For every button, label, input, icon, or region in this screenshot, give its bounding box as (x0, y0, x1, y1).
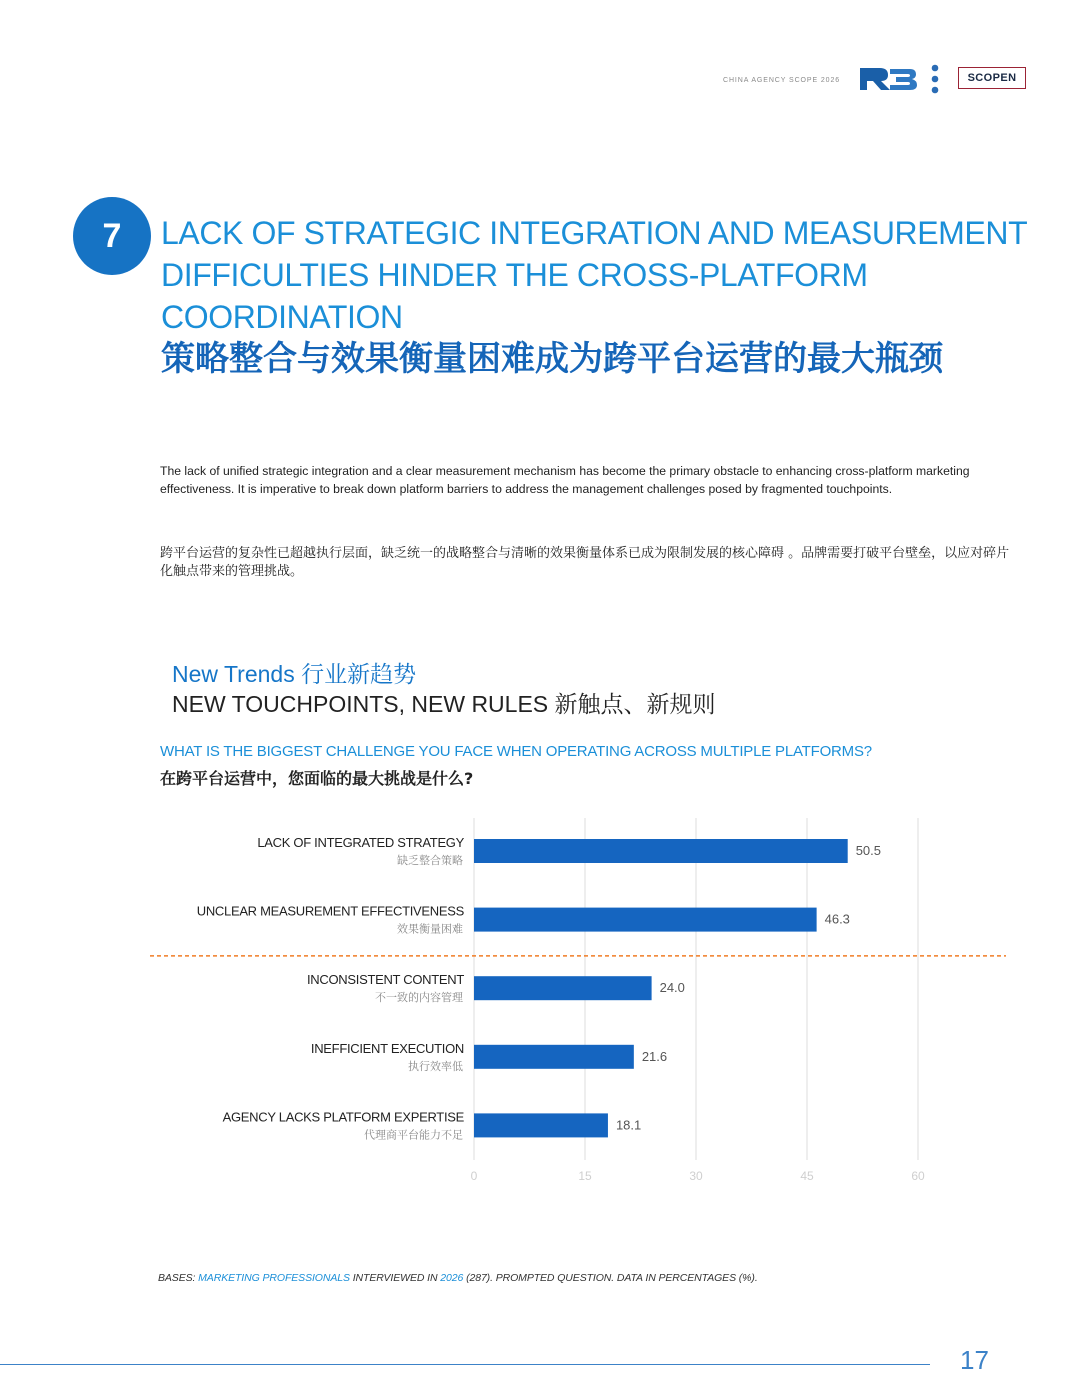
trends-subtitle: NEW TOUCHPOINTS, NEW RULES 新触点、新规则 (172, 691, 716, 717)
trends-label: New Trends 行业新趋势 (172, 661, 417, 687)
footnote-middle: INTERVIEWED IN (349, 1272, 441, 1284)
x-tick-label-4: 60 (911, 1169, 925, 1183)
bar-2 (474, 976, 652, 1000)
body-text-zh: 跨平台运营的复杂性已超越执行层面，缺乏统一的战略整合与清晰的效果衡量体系已成为限制发展的核心障碍 。品牌需要打破平台壁垒，以应对碎片化触点带来的管理挑战。 (160, 546, 1010, 579)
bar-1 (474, 908, 817, 932)
footnote (158, 1272, 758, 1284)
footnote-suffix: (287). PROMPTED QUESTION. DATA IN PERCENTAGES (%). (463, 1272, 758, 1284)
body-text-en: The lack of unified strategic integration and a clear measurement mechanism has become the primary obstacle to enhancing cross-platform marketing effectiveness. It is imperative to break down platform barriers to address the management challenges posed by fragmented touchpoints. (160, 464, 970, 496)
category-label-zh-4: 代理商平台能力不足 (364, 1128, 463, 1142)
section-title-zh: 策略整合与效果衡量困难成为跨平台运营的最大瓶颈 (161, 339, 943, 379)
category-label-zh-3: 执行效率低 (408, 1059, 463, 1073)
page-number: 17 (960, 1345, 989, 1375)
category-label-1: UNCLEAR MEASUREMENT EFFECTIVENESS (196, 903, 464, 919)
question-zh: 在跨平台运营中，您面临的最大挑战是什么? (160, 769, 474, 788)
report-name: CHINA AGENCY SCOPE 2026 (723, 77, 841, 84)
bar-0 (474, 839, 848, 863)
section-title-en: LACK OF STRATEGIC INTEGRATION AND MEASUREMENT DIFFICULTIES HINDER THE CROSS-PLATFORM COORDINATION (161, 215, 1027, 335)
value-label-2: 24.0 (659, 980, 685, 996)
bar-4 (474, 1113, 608, 1137)
category-label-zh-0: 缺乏整合策略 (397, 854, 463, 867)
scopen-logo: SCOPEN (958, 67, 1026, 89)
category-label-zh-1: 效果衡量困难 (397, 922, 463, 936)
footnote-highlight-year: 2026 (440, 1272, 464, 1284)
footnote-prefix: BASES: (158, 1272, 199, 1284)
category-label-0: LACK OF INTEGRATED STRATEGY (257, 835, 464, 850)
x-tick-label-3: 45 (800, 1169, 814, 1183)
x-tick-label-1: 15 (578, 1169, 592, 1183)
category-label-3: INEFFICIENT EXECUTION (310, 1040, 464, 1056)
value-label-0: 50.5 (855, 843, 882, 858)
footnote-highlight-respondents: MARKETING PROFESSIONALS (198, 1272, 350, 1284)
category-label-4: AGENCY LACKS PLATFORM EXPERTISE (222, 1109, 464, 1125)
section-number-badge: 7 (73, 197, 151, 275)
x-tick-label-2: 30 (689, 1169, 703, 1183)
x-tick-label-0: 0 (470, 1169, 478, 1183)
question-en: WHAT IS THE BIGGEST CHALLENGE YOU FACE WHEN OPERATING ACROSS MULTIPLE PLATFORMS? (160, 743, 872, 760)
category-label-zh-2: 不一致的内容管理 (375, 991, 463, 1005)
category-label-2: INCONSISTENT CONTENT (307, 972, 464, 988)
value-label-1: 46.3 (824, 911, 850, 927)
value-label-3: 21.6 (641, 1048, 668, 1064)
bar-3 (474, 1045, 634, 1069)
value-label-4: 18.1 (615, 1117, 642, 1133)
footer-divider (0, 1364, 930, 1365)
